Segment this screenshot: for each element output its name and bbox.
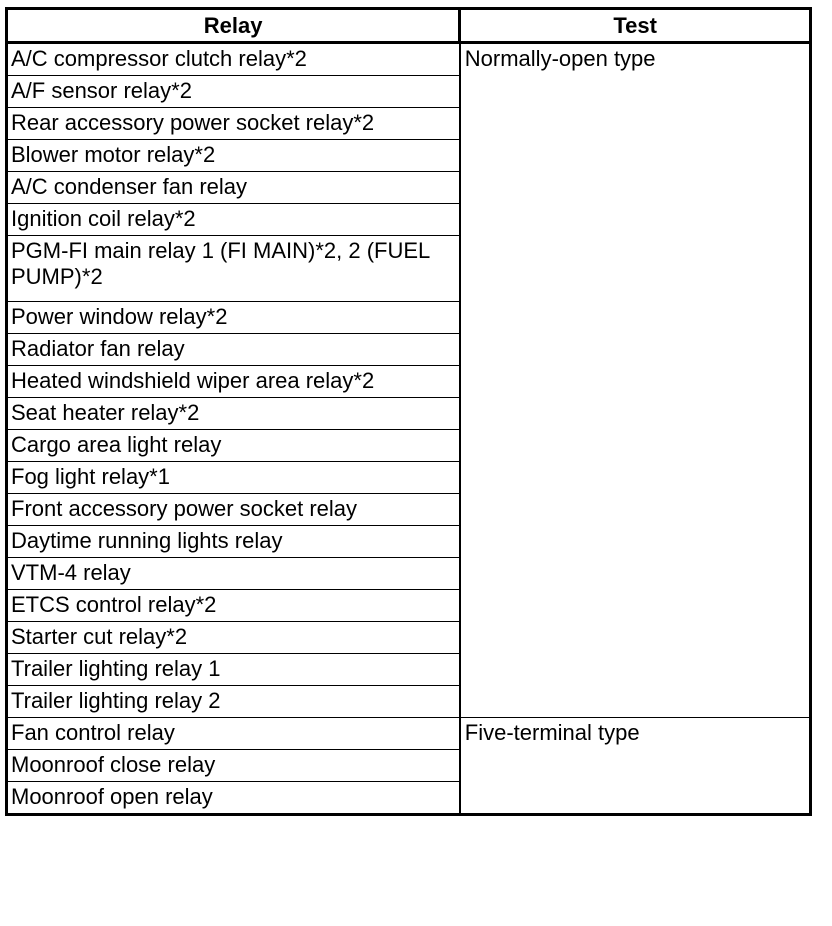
test-type-cell: Five-terminal type — [460, 718, 811, 815]
relay-cell: Trailer lighting relay 2 — [7, 686, 460, 718]
relay-cell: VTM-4 relay — [7, 558, 460, 590]
table-row — [7, 43, 811, 76]
relay-cell: Front accessory power socket relay — [7, 494, 460, 526]
relay-cell: PGM-FI main relay 1 (FI MAIN)*2, 2 (FUEL PUMP)*2 — [7, 236, 460, 302]
relay-cell: A/C compressor clutch relay*2 — [7, 43, 460, 76]
relay-column-header: Relay — [7, 9, 460, 43]
relay-cell: Moonroof open relay — [7, 782, 460, 815]
header-row — [7, 9, 811, 43]
relay-cell: Fan control relay — [7, 718, 460, 750]
relay-cell: A/F sensor relay*2 — [7, 76, 460, 108]
relay-cell: Rear accessory power socket relay*2 — [7, 108, 460, 140]
relay-cell: Radiator fan relay — [7, 334, 460, 366]
relay-cell: Heated windshield wiper area relay*2 — [7, 366, 460, 398]
relay-cell: Starter cut relay*2 — [7, 622, 460, 654]
test-column-header: Test — [460, 9, 811, 43]
relay-cell: Blower motor relay*2 — [7, 140, 460, 172]
relay-cell: ETCS control relay*2 — [7, 590, 460, 622]
relay-test-table — [5, 7, 812, 816]
relay-cell: Seat heater relay*2 — [7, 398, 460, 430]
relay-cell: Cargo area light relay — [7, 430, 460, 462]
relay-cell: Fog light relay*1 — [7, 462, 460, 494]
relay-cell: Power window relay*2 — [7, 302, 460, 334]
relay-cell: A/C condenser fan relay — [7, 172, 460, 204]
test-type-cell: Normally-open type — [460, 43, 811, 718]
relay-cell: Daytime running lights relay — [7, 526, 460, 558]
relay-cell: Ignition coil relay*2 — [7, 204, 460, 236]
table-row — [7, 718, 811, 750]
relay-cell: Moonroof close relay — [7, 750, 460, 782]
relay-cell: Trailer lighting relay 1 — [7, 654, 460, 686]
